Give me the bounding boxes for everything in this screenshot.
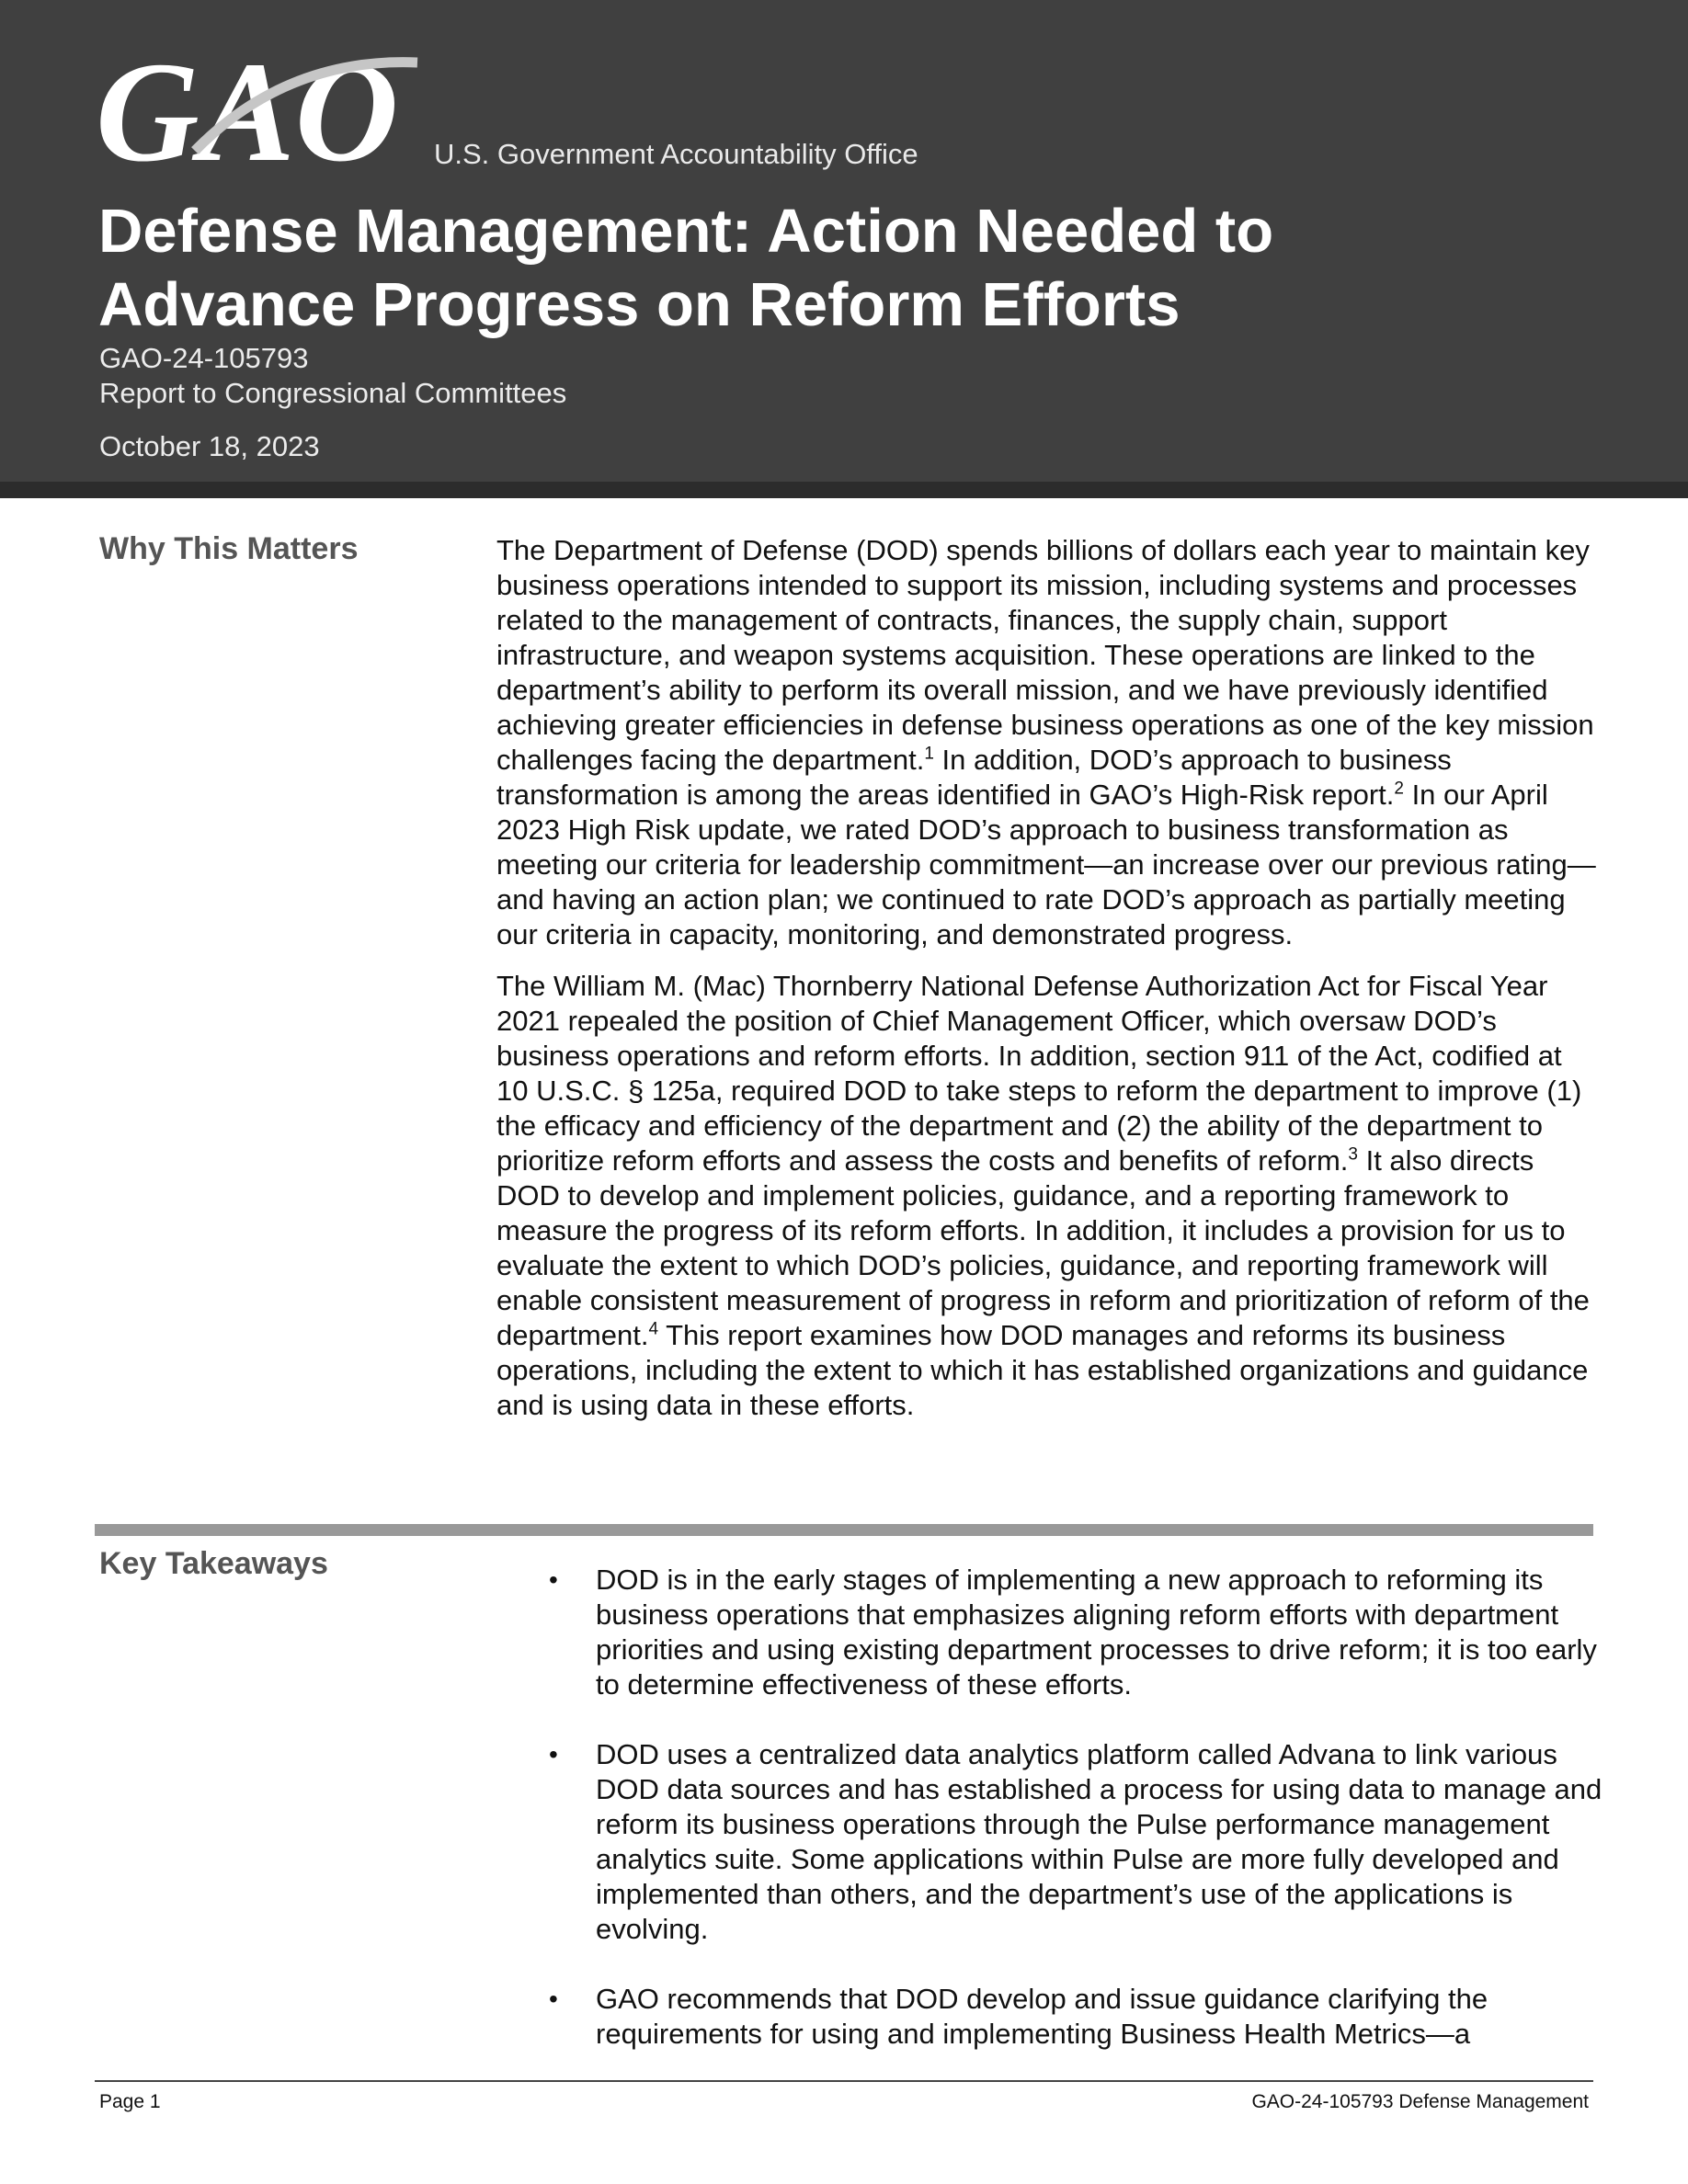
paragraph-2-text-c: This report examines how DOD manages and reforms its business operations, including the extent to which it has established organizations and guidance and is using data in these efforts.	[496, 1319, 1589, 1421]
report-title	[98, 195, 1569, 342]
paragraph-2-text-b: It also directs DOD to develop and implement policies, guidance, and a reporting framework to measure the progress of its reform efforts. In addition, it includes a provision for us to evaluate the extent to which DOD’s policies, guidance, and reporting framework will enable consistent measurement of progress in reform and prioritization of reform of the department.	[496, 1144, 1590, 1351]
why-this-matters-body	[496, 533, 1600, 1439]
report-type: Report to Congressional Committees	[99, 377, 567, 409]
paragraph-2-text-a: The William M. (Mac) Thornberry National Defense Authorization Act for Fiscal Year 2021 repealed the position of Chief Management Officer, which oversaw DOD’s business operations and reform efforts. In addition, section 911 of the Act, codified at 10 U.S.C. § 125a, required DOD to take steps to reform the department to improve (1) the efficacy and efficiency of the department and (2) the ability of the department to prioritize reform efforts and assess the costs and benefits of reform.	[496, 970, 1582, 1177]
paragraph-1-text-a: The Department of Defense (DOD) spends billions of dollars each year to maintain key business operations intended to support its mission, including systems and processes related to the management of contracts, finances, the supply chain, support infrastructure, and weapon systems acquisition. These operations are linked to the department’s ability to perform its overall mission, and we have previously identified achieving greater efficiencies in defense business operations as one of the key mission challenges facing the department.	[496, 534, 1594, 776]
footer-doc-reference: GAO-24-105793 Defense Management	[1251, 2091, 1589, 2112]
why-this-matters-label: Why This Matters	[99, 531, 359, 566]
report-number: GAO-24-105793	[99, 342, 309, 374]
key-takeaways-list	[542, 1563, 1609, 2087]
gao-logo	[94, 48, 443, 167]
title-line-2: Advance Progress on Reform Efforts	[98, 270, 1180, 339]
page-number: Page 1	[99, 2091, 161, 2112]
bullet-icon: •	[549, 1565, 558, 1594]
list-item	[542, 1563, 1609, 1702]
footnote-ref-3[interactable]: 3	[1348, 1144, 1358, 1165]
report-header	[0, 0, 1688, 498]
footnote-ref-4[interactable]: 4	[648, 1319, 659, 1339]
report-date: October 18, 2023	[99, 430, 320, 462]
key-takeaways-label: Key Takeaways	[99, 1546, 328, 1581]
logo-wordmark: GAO	[96, 48, 399, 167]
paragraph-1-text-b: In addition, DOD’s approach to business transformation is among the areas identified in GAO’s High-Risk report.	[496, 744, 1452, 811]
section-divider	[95, 1524, 1593, 1536]
bullet-icon: •	[549, 1985, 558, 2013]
agency-name: U.S. Government Accountability Office	[434, 138, 918, 170]
footnote-ref-1[interactable]: 1	[924, 744, 934, 764]
paragraph-2	[496, 969, 1600, 1423]
footnote-ref-2[interactable]: 2	[1394, 779, 1404, 799]
bullet-icon: •	[549, 1740, 558, 1769]
takeaway-text: GAO recommends that DOD develop and issue guidance clarifying the requirements for using and implementing Business Health Metrics—a	[596, 1983, 1488, 2050]
paragraph-1	[496, 533, 1600, 952]
list-item	[542, 1982, 1609, 2052]
list-item	[542, 1737, 1609, 1947]
footer-rule	[95, 2080, 1593, 2082]
takeaway-text: DOD uses a centralized data analytics platform called Advana to link various DOD data sources and has established a process for using data to manage and reform its business operations through the Pulse performance management analytics suite. Some applications within Pulse are more fully developed and implemented than others, and the department’s use of the applications is evolving.	[596, 1738, 1602, 1945]
header-bottom-strip	[0, 482, 1688, 498]
takeaway-text: DOD is in the early stages of implementing a new approach to reforming its business operations that emphasizes aligning reform efforts with department priorities and using existing department processes to drive reform; it is too early to determine effectiveness of these efforts.	[596, 1564, 1597, 1701]
title-line-1: Defense Management: Action Needed to	[98, 197, 1274, 266]
paragraph-1-text-c: In our April 2023 High Risk update, we rated DOD’s approach to business transformation as meeting our criteria for leadership commitment—an increase over our previous rating—and having an action plan; we continued to rate DOD’s approach as partially meeting our criteria in capacity, monitoring, and demonstrated progress.	[496, 779, 1596, 950]
